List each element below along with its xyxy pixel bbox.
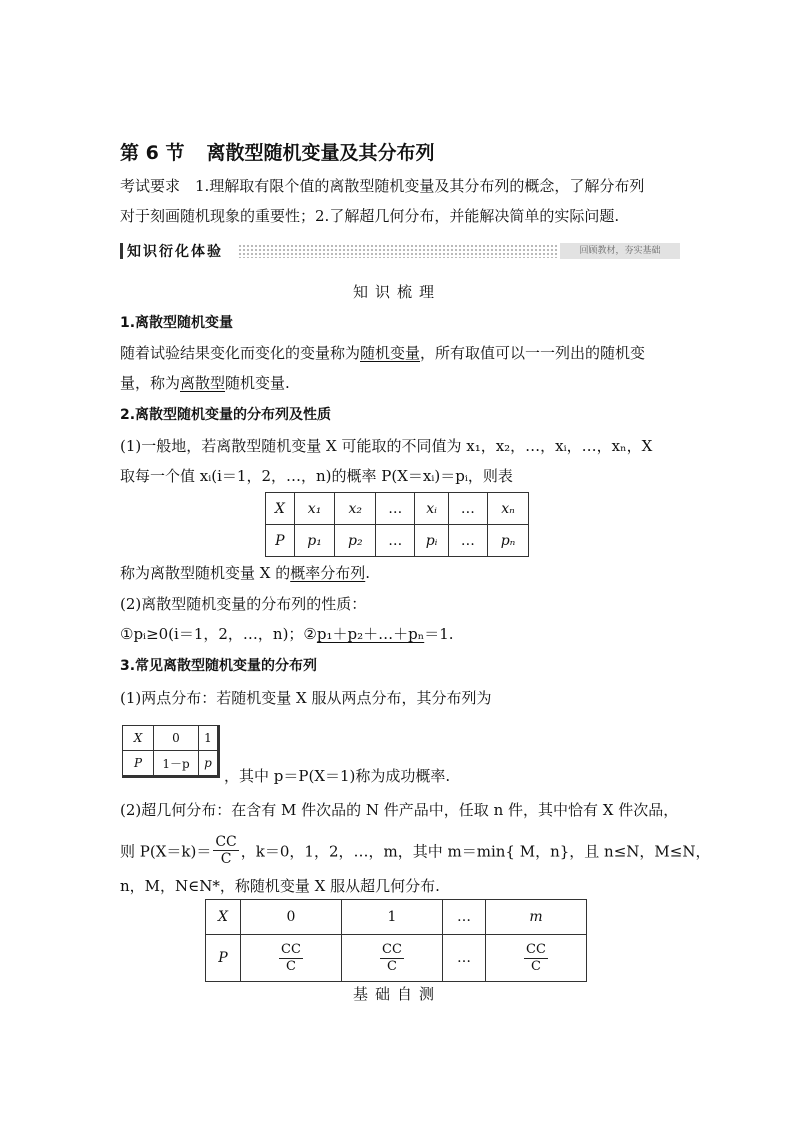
table-row [206, 900, 587, 935]
two-point-table [122, 725, 220, 778]
banner-right-tag: 回顾教材，夯实基础 [560, 243, 680, 259]
knowledge-review-heading: 知识梳理 [352, 283, 441, 301]
table-cell: x₁ [294, 493, 335, 525]
s2-prop-sum: p₁＋p₂＋…＋pₙ [316, 625, 425, 643]
table-cell: m [486, 900, 587, 935]
fraction-numerator: CC [215, 834, 237, 850]
table-cell: 0 [241, 900, 342, 935]
table-cell: xₙ [488, 493, 529, 525]
distribution-table [265, 492, 529, 557]
s3-p2-text-b: ，k＝0，1，2，…，m，其中 m＝min{ M，n}，且 n≤N，M≤N， [240, 842, 711, 861]
table-cell: p₁ [294, 525, 335, 557]
table-cell: … [443, 900, 486, 935]
s3-p2-line-2 [120, 836, 710, 869]
fraction [279, 942, 303, 975]
s2-after-table [120, 563, 370, 583]
table-row [206, 935, 587, 982]
table-cell: X [206, 900, 241, 935]
table-cell: xᵢ [415, 493, 448, 525]
fraction [380, 942, 404, 975]
hypergeometric-fraction [213, 834, 238, 867]
table-cell: P [266, 525, 295, 557]
section-number: 第 6 节 [120, 142, 185, 164]
exam-requirement-line-1: 考试要求 1.理解取有限个值的离散型随机变量及其分布列的概念，了解分布列 [120, 177, 645, 195]
s3-p2-text-a: 则 P(X＝k)＝ [120, 842, 212, 861]
table-cell: pᵢ [415, 525, 448, 557]
s1-line-2 [120, 373, 290, 393]
s2-p1-line-1: (1)一般地，若离散型随机变量 X 可能取的不同值为 x₁，x₂，…，xᵢ，…，xₙ，X [120, 437, 653, 455]
s2-prop-text-b: ＝1. [424, 625, 454, 643]
table-cell: X [266, 493, 295, 525]
s3-p2-line-1: (2)超几何分布：在含有 M 件次品的 N 件产品中，任取 n 件，其中恰有 X 件次品， [120, 801, 679, 819]
table-cell [486, 935, 587, 982]
table-row [266, 525, 529, 557]
banner-label: 知识衍化体验 [127, 244, 223, 260]
s1-l2-text-a: 量，称为 [120, 374, 181, 392]
exam-requirement-line-2: 对于刻画随机现象的重要性；2.了解超几何分布，并能解决简单的实际问题. [120, 207, 620, 225]
s1-heading: 1.离散型随机变量 [120, 315, 234, 331]
table-cell: P [123, 751, 154, 777]
s1-term-discrete: 离散型 [180, 374, 226, 392]
s2-after-text-a: 称为离散型随机变量 X 的 [120, 564, 291, 582]
fraction-numerator: CC [526, 941, 546, 957]
table-row [266, 493, 529, 525]
s3-heading: 3.常见离散型随机变量的分布列 [120, 658, 318, 674]
table-cell: … [376, 525, 415, 557]
s1-l1-text-a: 随着试验结果变化而变化的变量称为 [120, 344, 361, 362]
table-cell: … [376, 493, 415, 525]
s1-l2-text-b: 随机变量. [225, 374, 290, 392]
table-cell: … [448, 493, 487, 525]
s2-after-text-b: . [365, 564, 371, 582]
table-cell: P [206, 935, 241, 982]
table-cell: 1 [342, 900, 443, 935]
table-cell: X [123, 726, 154, 751]
banner-dot-pattern [238, 244, 558, 258]
fraction-denominator: C [220, 851, 232, 867]
table-cell [241, 935, 342, 982]
fraction [524, 942, 548, 975]
s1-l1-text-b: ，所有取值可以一一列出的随机变 [420, 344, 646, 362]
fraction-numerator: CC [382, 941, 402, 957]
table-cell: 1 [199, 726, 219, 751]
fraction-denominator: C [531, 958, 541, 974]
s1-term-random-variable: 随机变量 [360, 344, 421, 362]
s2-term-distribution: 概率分布列 [290, 564, 366, 582]
table-cell: p [199, 751, 219, 777]
s2-prop-text-a: ①pᵢ≥0(i＝1，2，…，n)；② [120, 625, 317, 643]
section-title-text: 离散型随机变量及其分布列 [206, 142, 435, 164]
table-cell: 1－p [154, 751, 199, 777]
s1-line-1 [120, 343, 645, 363]
fraction-denominator: C [387, 958, 397, 974]
table-cell [342, 935, 443, 982]
knowledge-banner [120, 241, 680, 261]
table-cell: … [448, 525, 487, 557]
fraction-numerator: CC [281, 941, 301, 957]
table-row [123, 751, 219, 777]
table-row [123, 726, 219, 751]
s3-after-two-point: ，其中 p＝P(X＝1)称为成功概率. [224, 767, 451, 785]
hypergeometric-table [205, 899, 587, 982]
s2-p2: (2)离散型随机变量的分布列的性质： [120, 595, 367, 613]
s2-heading: 2.离散型随机变量的分布列及性质 [120, 407, 332, 423]
s3-p1: (1)两点分布：若随机变量 X 服从两点分布，其分布列为 [120, 689, 492, 707]
section-title [120, 138, 434, 165]
banner-bar [120, 243, 123, 259]
table-cell: x₂ [335, 493, 376, 525]
basic-test-heading: 基础自测 [352, 985, 441, 1003]
s2-p1-line-2: 取每一个值 xᵢ(i＝1，2，…，n)的概率 P(X＝xᵢ)＝pᵢ，则表 [120, 467, 513, 485]
table-cell: p₂ [335, 525, 376, 557]
table-cell: … [443, 935, 486, 982]
fraction-denominator: C [286, 958, 296, 974]
s3-p2-line-3: n，M，N∈N*，称随机变量 X 服从超几何分布. [120, 877, 440, 895]
table-cell: pₙ [488, 525, 529, 557]
s2-properties [120, 624, 454, 644]
table-cell: 0 [154, 726, 199, 751]
